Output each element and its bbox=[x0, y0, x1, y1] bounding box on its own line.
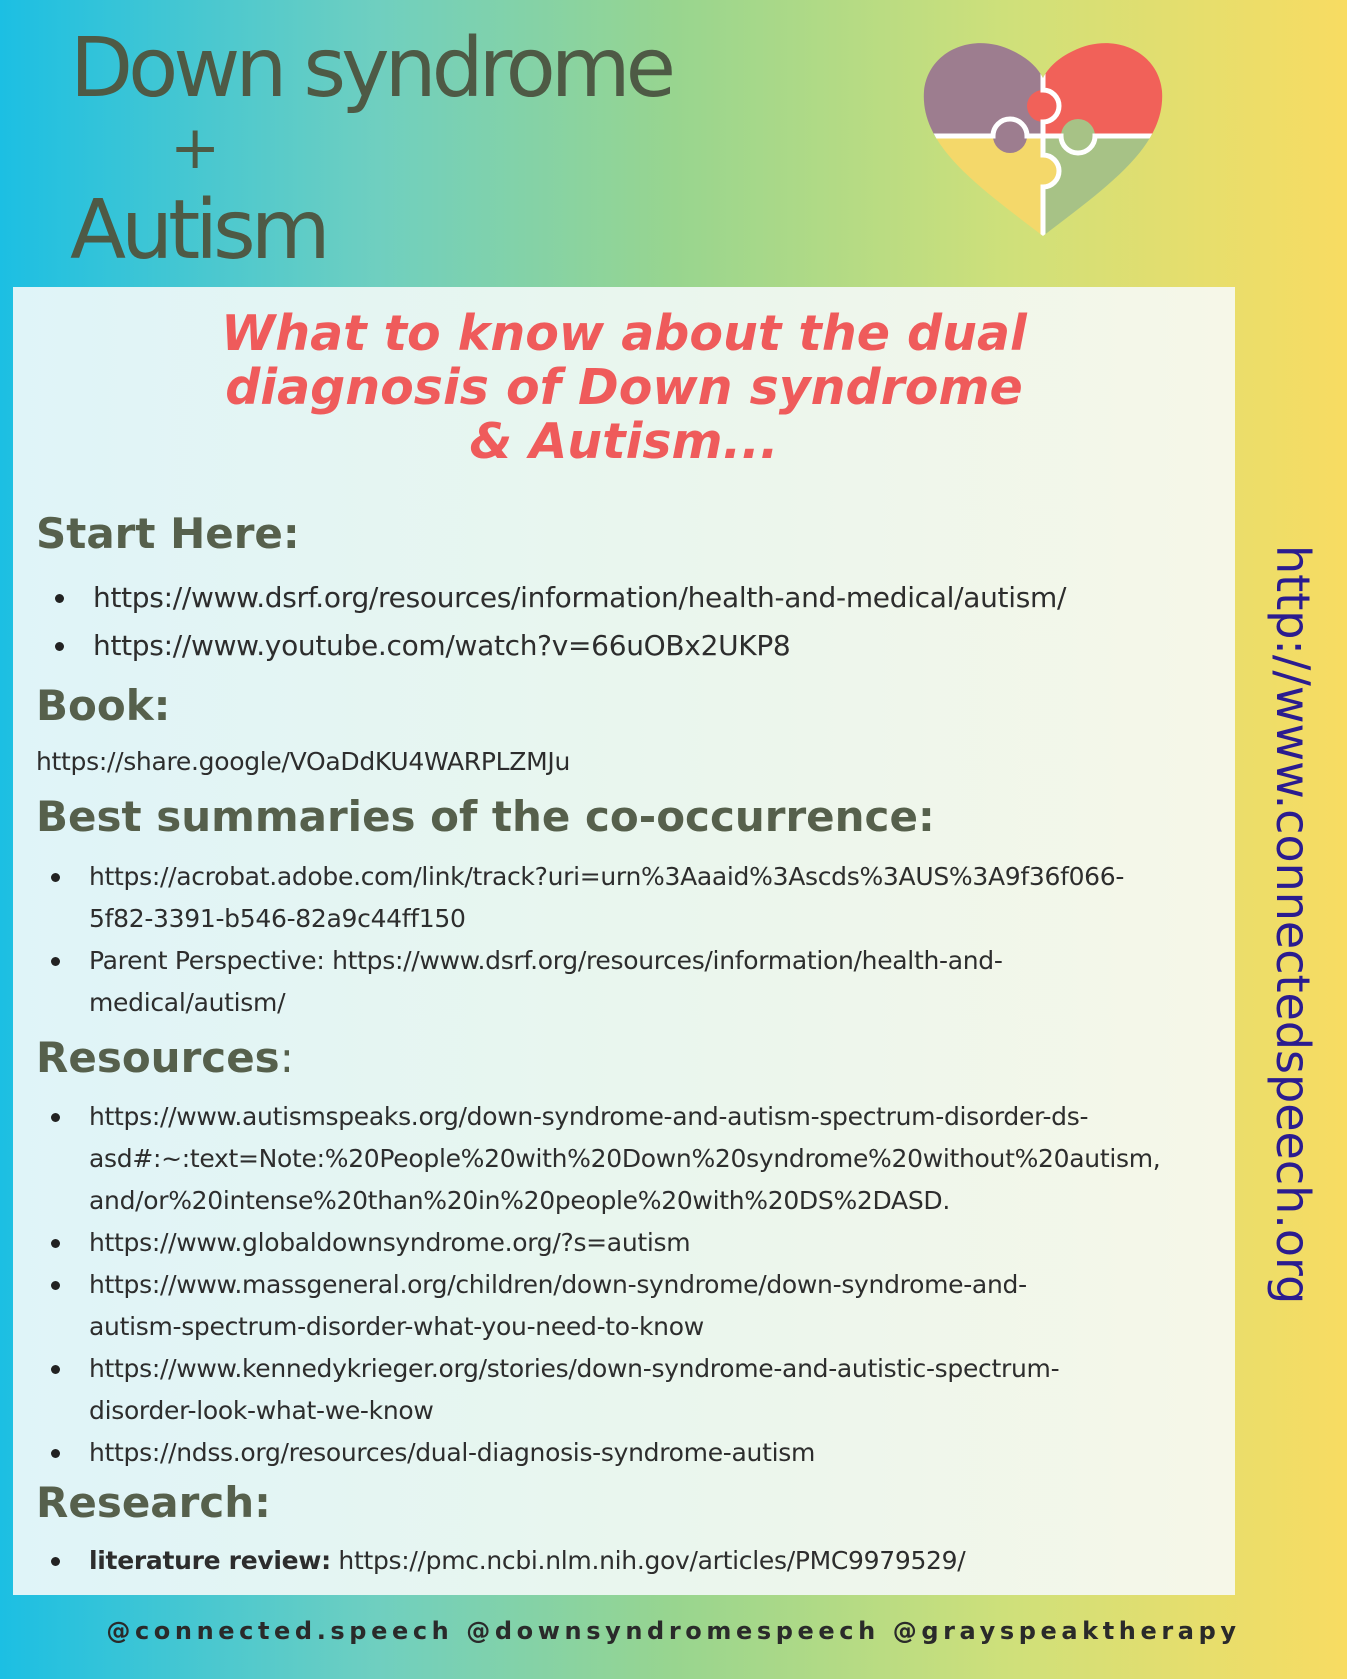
resource-4-line-1: https://www.kennedykrieger.org/stories/down-syndrome-and-autistic-spectrum- bbox=[89, 1354, 1060, 1383]
resource-4-line-2: disorder-look-what-we-know bbox=[89, 1396, 434, 1425]
summary-link-1-line-2: 5f82-3391-b546-82a9c44ff150 bbox=[89, 904, 466, 933]
book-link[interactable]: https://share.google/VOaDdKU4WARPLZMJu bbox=[36, 747, 570, 776]
research-link[interactable] bbox=[43, 1540, 965, 1582]
section-research-heading: Research: bbox=[36, 1478, 271, 1527]
content-card bbox=[13, 287, 1235, 1595]
resource-link-globaldownsyndrome[interactable] bbox=[43, 1222, 1160, 1264]
puzzle-heart-icon bbox=[918, 36, 1168, 241]
resources-heading-colon: : bbox=[279, 1033, 294, 1082]
title-line-1: Down syndrome bbox=[70, 21, 672, 116]
summary-link-1[interactable] bbox=[43, 856, 1124, 940]
footer-handles: @connected.speech @downsyndromespeech @grayspeaktherapy bbox=[106, 1617, 1241, 1645]
section-start-here-heading: Start Here: bbox=[36, 509, 300, 558]
resource-3-line-1: https://www.massgeneral.org/children/down-syndrome/down-syndrome-and- bbox=[89, 1270, 1027, 1299]
research-label: literature review: bbox=[89, 1546, 331, 1575]
section-book-heading: Book: bbox=[36, 681, 171, 730]
title-plus: + bbox=[170, 113, 221, 183]
resource-link-ndss[interactable] bbox=[43, 1432, 1160, 1474]
resource-link-autismspeaks[interactable] bbox=[43, 1096, 1160, 1222]
section-summaries-heading: Best summaries of the co-occurrence: bbox=[36, 792, 935, 841]
headline-line-2: diagnosis of Down syndrome bbox=[225, 359, 1023, 416]
summary-link-2-line-1: Parent Perspective: https://www.dsrf.org/resources/information/health-and- bbox=[89, 946, 1003, 975]
resources-heading-text: Resources bbox=[36, 1033, 280, 1082]
research-list bbox=[43, 1540, 965, 1582]
resource-link-kennedykrieger[interactable] bbox=[43, 1348, 1160, 1432]
vertical-website-link[interactable] bbox=[1260, 545, 1330, 1340]
summary-link-1-line-1: https://acrobat.adobe.com/link/track?uri=urn%3Aaaid%3Ascds%3AUS%3A9f36f066- bbox=[89, 862, 1125, 891]
resource-2-line-1: https://www.globaldownsyndrome.org/?s=autism bbox=[89, 1228, 691, 1257]
headline-line-3: & Autism... bbox=[469, 413, 779, 470]
headline bbox=[13, 307, 1235, 469]
summaries-list bbox=[43, 856, 1124, 1024]
resource-1-line-2: asd#:~:text=Note:%20People%20with%20Down%20syndrome%20without%20autism, bbox=[89, 1144, 1161, 1173]
start-here-link-1[interactable]: https://www.dsrf.org/resources/information/health-and-medical/autism/ bbox=[47, 574, 1066, 622]
title-line-2: Autism bbox=[70, 183, 326, 278]
start-here-list bbox=[47, 574, 1066, 670]
resource-1-line-3: and/or%20intense%20than%20in%20people%20with%20DS%2DASD. bbox=[89, 1186, 950, 1215]
resources-list bbox=[43, 1096, 1160, 1474]
research-url: https://pmc.ncbi.nlm.nih.gov/articles/PMC9979529/ bbox=[330, 1546, 966, 1575]
resource-1-line-1: https://www.autismspeaks.org/down-syndrome-and-autism-spectrum-disorder-ds- bbox=[89, 1102, 1089, 1131]
resource-link-massgeneral[interactable] bbox=[43, 1264, 1160, 1348]
vertical-website-text: http://www.connectedspeech.org bbox=[1266, 545, 1320, 1305]
summary-link-2-line-2: medical/autism/ bbox=[89, 988, 286, 1017]
resource-3-line-2: autism-spectrum-disorder-what-you-need-to-know bbox=[89, 1312, 704, 1341]
resource-5-line-1: https://ndss.org/resources/dual-diagnosis-syndrome-autism bbox=[89, 1438, 815, 1467]
section-resources-heading bbox=[36, 1034, 294, 1082]
summary-link-2[interactable] bbox=[43, 940, 1124, 1024]
start-here-link-2[interactable]: https://www.youtube.com/watch?v=66uOBx2UKP8 bbox=[47, 622, 1066, 670]
headline-line-1: What to know about the dual bbox=[221, 305, 1027, 362]
